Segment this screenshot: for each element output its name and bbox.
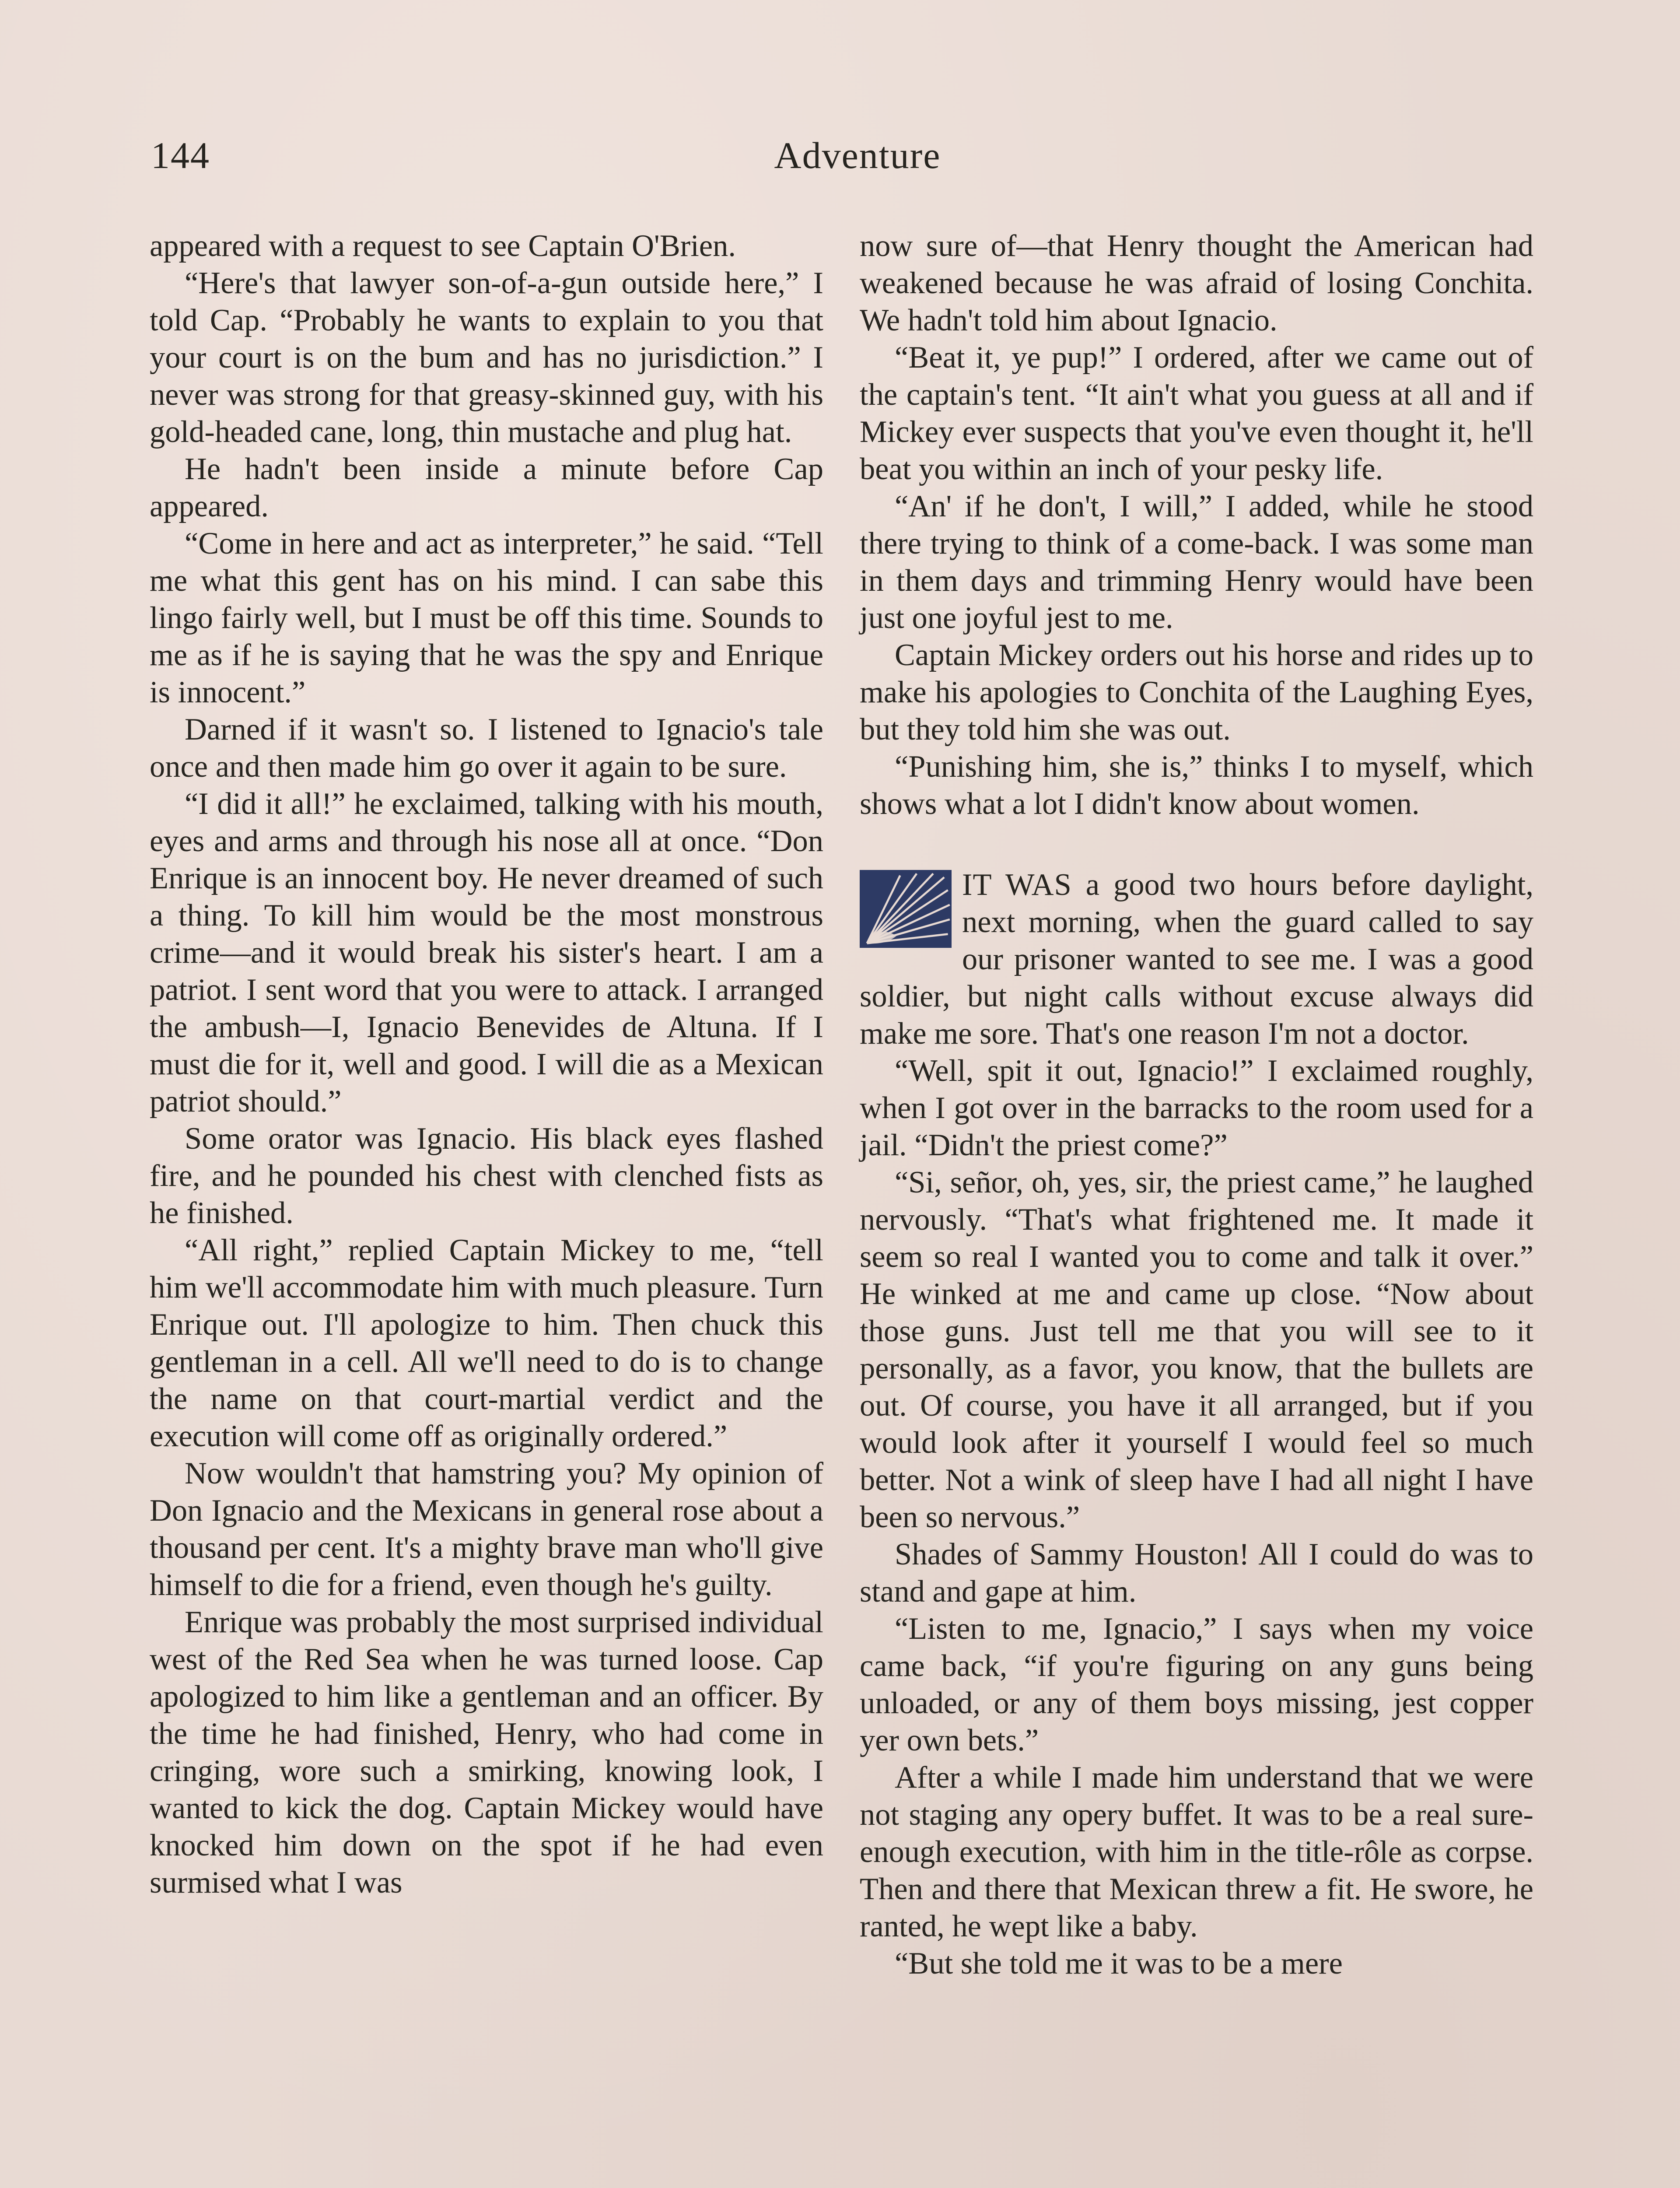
paragraph: “I did it all!” he exclaimed, talking with his mouth, eyes and arms and through his nose all at once. “Don Enrique is an innocent boy. He never dreamed of such a thing. To kill him would be the most monstrous crime—and it would break his sister's heart. I am a patriot. I sent word that you were to attack. I arranged the ambush—I, Ignacio Benevides de Altuna. If I must die for it, well and good. I will die as a Mexican patriot should.” — [150, 787, 823, 1119]
paragraph: now sure of—that Henry thought the American had weakened because he was afraid of losing Conchita. We hadn't told him about Ignacio. — [860, 229, 1533, 337]
section-opening-paragraph — [860, 866, 1533, 1052]
page-number: 144 — [151, 134, 210, 176]
paragraph: Now wouldn't that hamstring you? My opinion of Don Ignacio and the Mexicans in general rose about a thousand per cent. It's a mighty brave man who'll give himself to die for a friend, even though he's guilty. — [150, 1456, 823, 1602]
paragraph: appeared with a request to see Captain O'Brien. — [150, 229, 736, 263]
section-first-text: a good two hours before daylight, next morning, when the guard called to say our prisoner wanted to see me. I was a good soldier, but night calls without excuse always did make me sore. That's one reason I'm not a doctor. — [860, 868, 1534, 1051]
page-header — [151, 131, 1564, 179]
paragraph: “Si, señor, oh, yes, sir, the priest came,” he laughed nervously. “That's what frightened me. It made it seem so real I wanted you to come and talk it over.” He winked at me and came up close. “Now about those guns. Just tell me that you will see to it personally, as a favor, you know, that the bullets are out. Of course, you have it all arranged, but if you would look after it yourself I would feel so much better. Not a wink of sleep have I had all night I have been so nervous.” — [860, 1165, 1533, 1534]
paragraph: Some orator was Ignacio. His black eyes flashed fire, and he pounded his chest with clenched fists as he finished. — [150, 1122, 823, 1230]
paragraph: After a while I made him understand that we were not staging any opery buffet. It was to be a real sure-enough execution, with him in the title-rôle as corpse. Then and there that Mexican threw a fit. He swore, he ranted, he wept like a baby. — [860, 1760, 1533, 1943]
paragraph: “Here's that lawyer son-of-a-gun outside here,” I told Cap. “Probably he wants to explain to you that your court is on the bum and has no jurisdiction.” I never was strong for that greasy-skinned guy, with his gold-headed cane, long, thin mustache and plug hat. — [150, 266, 823, 449]
right-column — [860, 228, 1533, 1982]
left-column — [150, 228, 823, 1901]
paragraph: He hadn't been inside a minute before Cap appeared. — [150, 452, 823, 523]
paragraph: “Well, spit it out, Ignacio!” I exclaimed roughly, when I got over in the barracks to the room used for a jail. “Didn't the priest come?” — [860, 1054, 1533, 1162]
paragraph: “But she told me it was to be a mere — [895, 1946, 1343, 1981]
paragraph: Captain Mickey orders out his horse and rides up to make his apologies to Conchita of the Laughing Eyes, but they told him she was out. — [860, 638, 1533, 747]
paragraph: “Listen to me, Ignacio,” I says when my voice came back, “if you're figuring on any guns being unloaded, or any of them boys missing, jest copper yer own bets.” — [860, 1612, 1533, 1757]
paragraph: “Punishing him, she is,” thinks I to myself, which shows what a lot I didn't know about women. — [860, 750, 1533, 821]
sunburst-ornament-icon — [860, 870, 952, 948]
paragraph: “Beat it, ye pup!” I ordered, after we came out of the captain's tent. “It ain't what you guess at all and if Mickey ever suspects that you've even thought it, he'll beat you within an inch of your pesky life. — [860, 340, 1533, 486]
paragraph: “An' if he don't, I will,” I added, while he stood there trying to think of a come-back. I was some man in them days and trimming Henry would have been just one joyful jest to me. — [860, 489, 1533, 635]
paragraph: “Come in here and act as interpreter,” he said. “Tell me what this gent has on his mind. I can sabe this lingo fairly well, but I must be off this time. Sounds to me as if he is saying that he was the spy and Enrique is innocent.” — [150, 526, 823, 709]
section-lead-text: IT WAS — [962, 868, 1072, 902]
paragraph: Enrique was probably the most surprised individual west of the Red Sea when he was turned loose. Cap apologized to him like a gentleman and an officer. By the time he had finished, Henry, who had come in cringing, wore such a smirking, knowing look, I wanted to kick the dog. Captain Mickey would have knocked him down on the spot if he had even surmised what I was — [150, 1605, 823, 1900]
magazine-title: Adventure — [774, 134, 941, 176]
paragraph: Shades of Sammy Houston! All I could do was to stand and gape at him. — [860, 1537, 1533, 1609]
paragraph: “All right,” replied Captain Mickey to me, “tell him we'll accommodate him with much pleasure. Turn Enrique out. I'll apologize to him. Then chuck this gentleman in a cell. All we'll need to do is to change the name on that court-martial verdict and the execution will come off as originally ordered.” — [150, 1233, 823, 1453]
paragraph: Darned if it wasn't so. I listened to Ignacio's tale once and then made him go over it again to be sure. — [150, 712, 823, 784]
